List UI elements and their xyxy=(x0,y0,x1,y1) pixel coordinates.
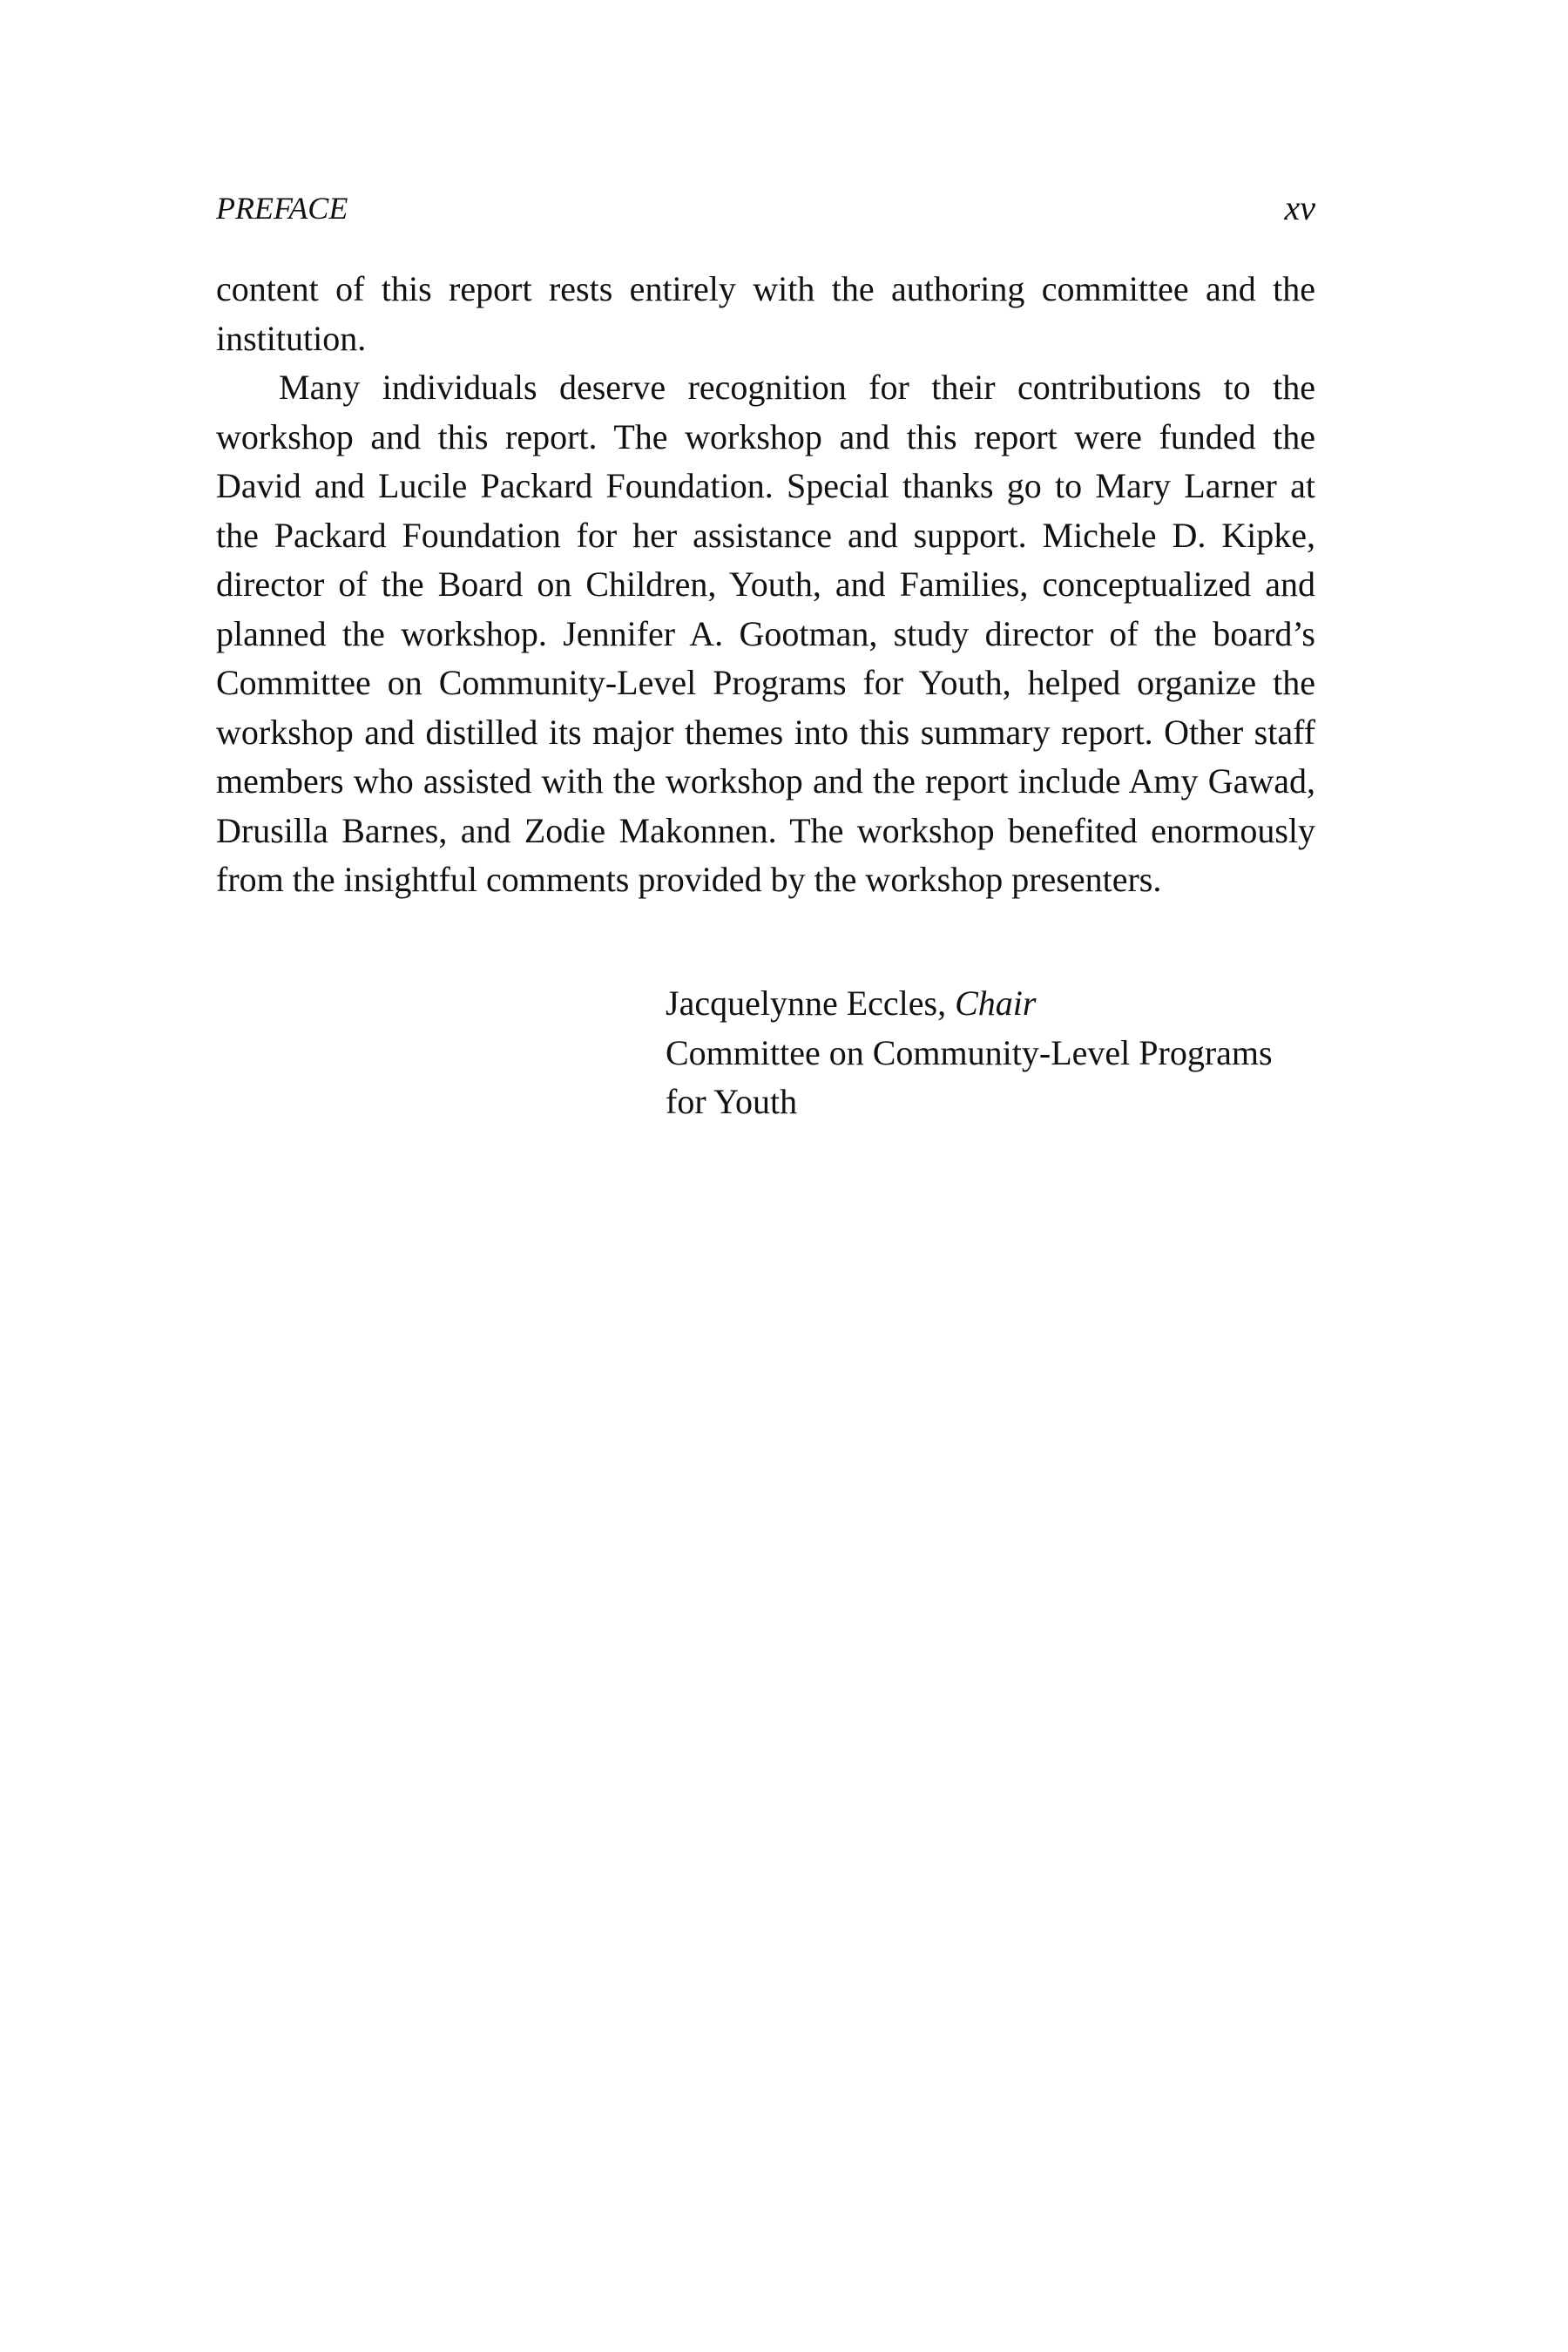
signature-block xyxy=(666,979,1328,1127)
committee-name-line-2: for Youth xyxy=(666,1082,798,1121)
section-title: PREFACE xyxy=(216,191,348,226)
paragraph-acknowledgments: Many individuals deserve recognition for their contributions to the workshop and this report. The workshop and this report were funded the David and Lucile Packard Foundation. Special thanks go to Mary Larner at the Packard Foundation for her assistance and support. Michele D. Kipke, director of the Board on Children, Youth, and Families, conceptualized and planned the workshop. Jennifer A. Gootman, study director of the board’s Committee on Community-Level Programs for Youth, helped organize the workshop and distilled its major themes into this summary report. Other staff members who assisted with the workshop and the report include Amy Gawad, Drusilla Barnes, and Zodie Makonnen. The workshop benefited enormously from the insightful comments provided by the workshop presenters. xyxy=(216,368,1315,899)
committee-name-line-1: Committee on Community-Level Programs xyxy=(666,1032,1273,1072)
paragraph-continuation: content of this report rests entirely with the authoring committee and the institution. xyxy=(216,269,1315,358)
page-number: xv xyxy=(1284,188,1315,227)
body-text xyxy=(216,265,1315,905)
signature-name-line xyxy=(666,979,1328,1029)
running-head xyxy=(216,186,1315,230)
signatory-role: Chair xyxy=(955,983,1037,1023)
signatory-name: Jacquelynne Eccles, xyxy=(666,983,947,1023)
